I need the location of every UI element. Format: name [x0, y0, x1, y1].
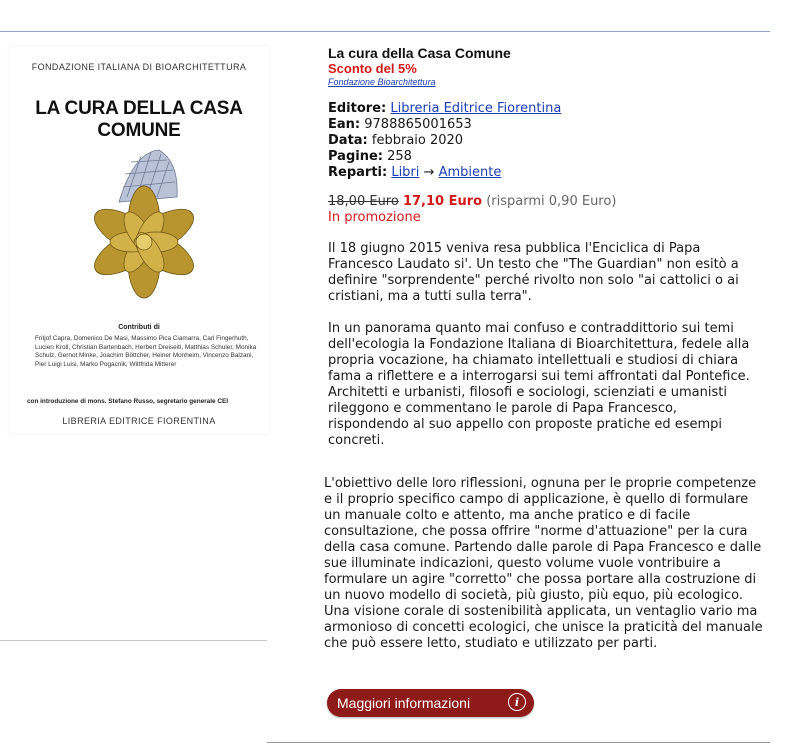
- ean-value: 9788865001653: [364, 117, 472, 132]
- editore-link[interactable]: Libreria Editrice Fiorentina: [390, 101, 562, 116]
- more-info-label: Maggiori informazioni: [337, 695, 471, 711]
- cover-publisher-top: FONDAZIONE ITALIANA DI BIOARCHITETTURA: [31, 62, 247, 72]
- product-title: La cura della Casa Comune: [328, 45, 511, 61]
- price-row: [328, 194, 758, 210]
- pagine-value: 258: [387, 149, 412, 164]
- old-price: 18,00 Euro: [328, 194, 399, 209]
- author-link[interactable]: Fondazione Bioarchitettura: [328, 77, 436, 87]
- reparti-arrow: →: [423, 165, 435, 180]
- product-meta: [328, 101, 758, 181]
- cover-contrib-heading: Contributi di: [118, 324, 160, 331]
- content-bottom-divider: [267, 742, 770, 743]
- cover-contributors: Fritjof Capra, Domenico De Masi, Massimo Pica Ciamarra, Carl Fingerhuth, Lucien Kroll, Christian Bartenbach, Herbert Dreiseitl, Matthias Schuler, Monika Schulz, Gernot Minke, Joachim Böttcher, Heiner Monheim, Vincenzo Balzani, Pier Luigi Luisi, Marko Pogacnik, Wittfrida Mitterer: [35, 335, 257, 368]
- cover-intro: con introduzione di mons. Stefano Russo, segretario generale CEI: [27, 398, 228, 405]
- discount-badge: Sconto del 5%: [328, 61, 417, 76]
- description-paragraph-3: L'obiettivo delle loro riflessioni, ognuna per le proprie competenze e il proprio specifico campo di applicazione, è quello di formulare un manuale colto e attento, ma anche pratico e di facile consultazione, che possa offrire "norme d'attuazione" per la cura della casa comune. Partendo dalle parole di Papa Francesco e dalle sue illuminate indicazioni, questo volume vuole vontribuire a formulare un agire "corretto" che possa portare alla costruzione di un nuovo modello di società, più giusto, più equo, più ecologico. Una visione corale di sostenibilità applicata, un ventaglio vario ma armonioso di concetti ecologici, che unisce la praticità del manuale che può essere letto, studiato e utilizzato per parti.: [324, 476, 763, 651]
- product-details: [328, 45, 758, 449]
- description-paragraph-2: In un panorama quanto mai confuso e contraddittorio sui temi dell'ecologia la Fondazione Italiana di Bioarchitettura, fedele alla propria vocazione, ha chiamato intellettuali e studiosi di chiara fama a riflettere e a interrogarsi sui temi affrontati dal Pontefice. Architetti e urbanisti, filosofi e sociologi, scienziati e umanisti rileggono e commentano le parole di Papa Francesco, rispondendo al suo appello con proposte pratiche ed esempi concreti.: [328, 321, 750, 448]
- pagine-label: Pagine:: [328, 149, 383, 164]
- editore-label: Editore:: [328, 101, 387, 116]
- reparti-ambiente-link[interactable]: Ambiente: [438, 165, 502, 180]
- cover-title: LA CURA DELLA CASA COMUNE: [35, 98, 243, 141]
- savings-text: (risparmi 0,90 Euro): [486, 194, 617, 209]
- data-value: febbraio 2020: [371, 133, 464, 148]
- reparti-libri-link[interactable]: Libri: [391, 165, 420, 180]
- new-price: 17,10 Euro: [402, 194, 483, 209]
- promo-label: In promozione: [328, 210, 421, 225]
- ean-label: Ean:: [328, 117, 361, 132]
- top-divider: [0, 31, 770, 32]
- data-label: Data:: [328, 133, 368, 148]
- book-cover[interactable]: [9, 46, 269, 434]
- description-paragraph-1: Il 18 giugno 2015 veniva resa pubblica l'Enciclica di Papa Francesco Laudato si'. Un testo che "The Guardian" non esitò a definire "sorprendente" perché rivolto non solo "ai cattolici o ai cristiani, ma a tutti sulla terra".: [328, 241, 739, 304]
- reparti-label: Reparti:: [328, 165, 388, 180]
- more-info-button[interactable]: [327, 689, 534, 717]
- succulent-artwork-icon: [79, 142, 209, 302]
- info-icon: i: [508, 693, 526, 711]
- cover-publisher-bottom: LIBRERIA EDITRICE FIORENTINA: [62, 416, 216, 426]
- cover-bottom-divider: [0, 640, 267, 641]
